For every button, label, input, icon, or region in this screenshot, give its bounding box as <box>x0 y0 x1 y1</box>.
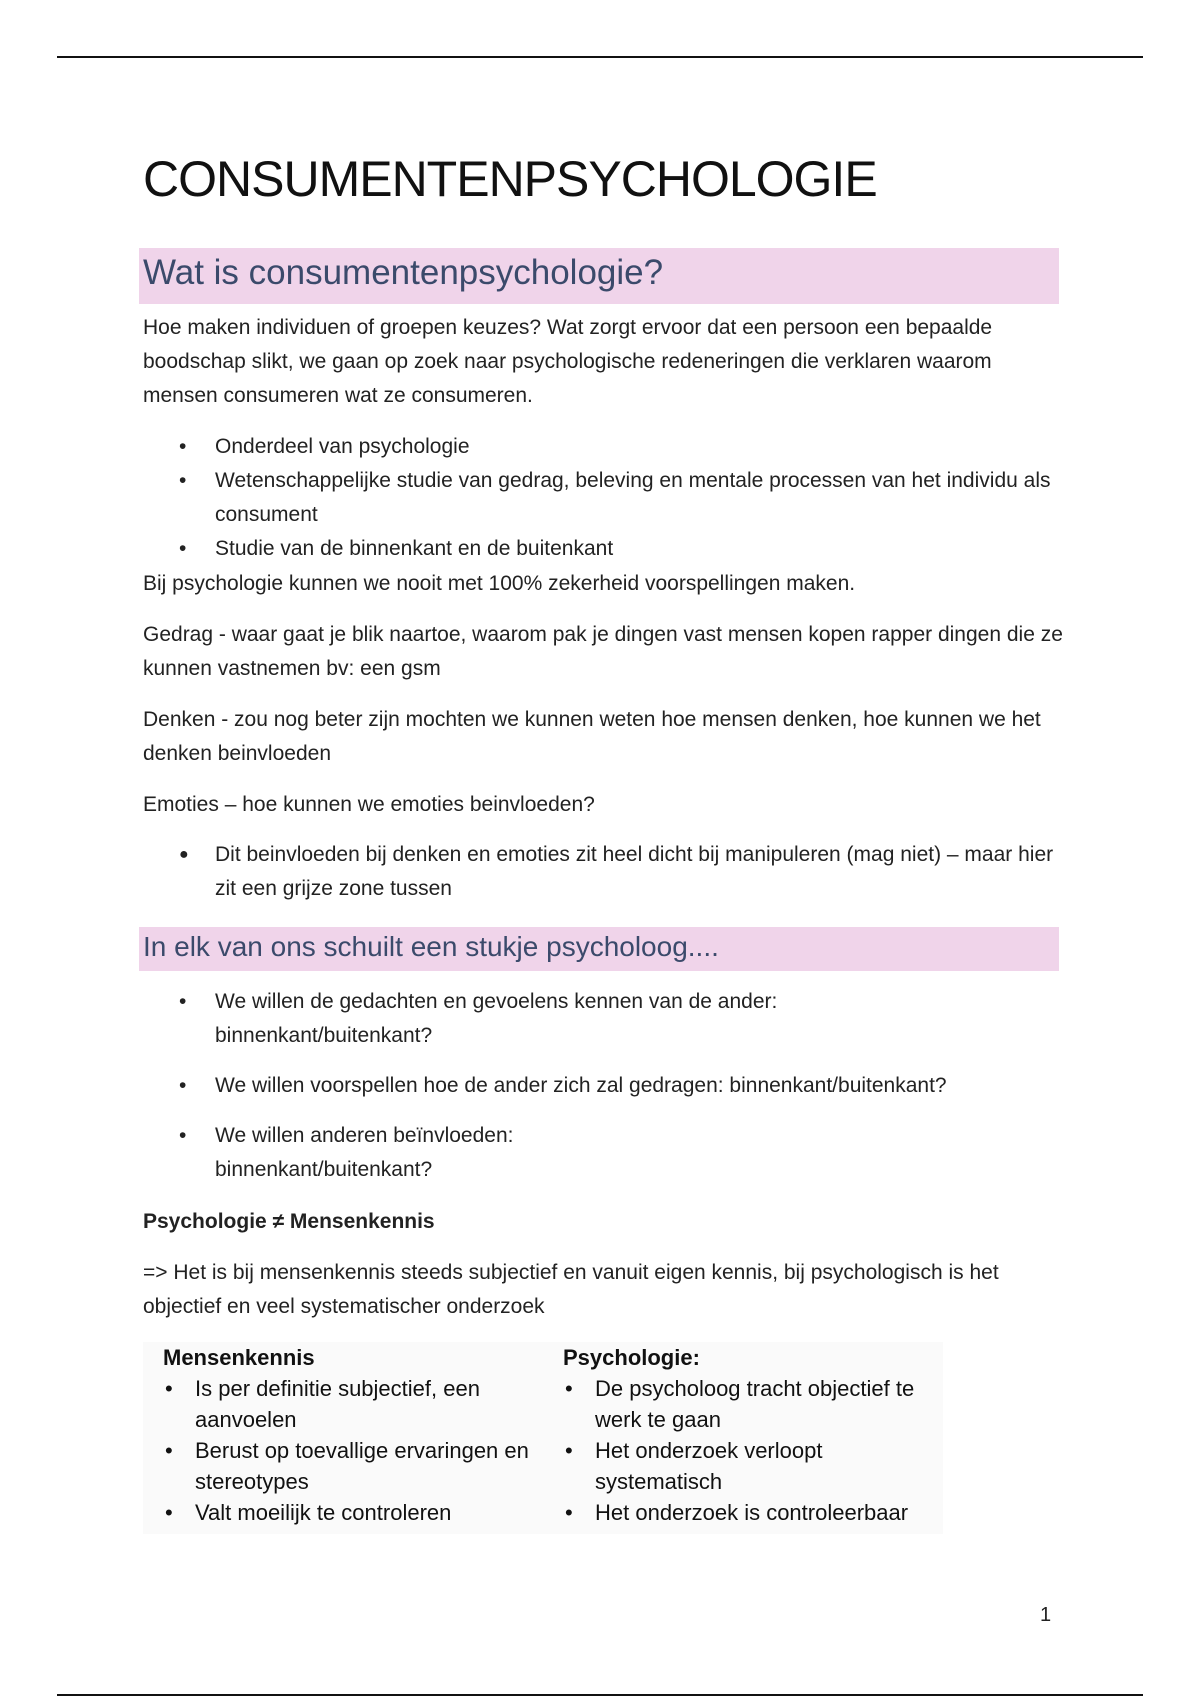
list-item <box>163 1497 543 1528</box>
bullet-glyph: • <box>165 1500 173 1525</box>
footer-rule <box>57 1694 1143 1696</box>
list-item-text: De psycholoog tracht objectief te werk te gaan <box>595 1376 915 1432</box>
column-title: Psychologie: <box>563 1345 700 1370</box>
list-item <box>143 838 1063 906</box>
bullet-glyph: • <box>179 990 187 1013</box>
denken-paragraph: Denken - zou nog beter zijn mochten we kunnen weten hoe mensen denken, hoe kunnen we het denken beinvloeden <box>143 708 1041 765</box>
list-item-text: Berust op toevallige ervaringen en stereotypes <box>195 1438 529 1494</box>
list-item-line: We willen voorspellen hoe de ander zich zal gedragen: binnenkant/buitenkant? <box>215 1074 947 1097</box>
psycholoog-list <box>143 985 1063 1203</box>
list-item <box>143 985 1063 1053</box>
list-item <box>143 1119 1063 1187</box>
comparison-column-psychologie <box>543 1342 943 1534</box>
bullet-glyph: • <box>565 1438 573 1463</box>
list-item-line: We willen de gedachten en gevoelens kennen van de ander: <box>215 990 778 1013</box>
list-item <box>163 1373 543 1435</box>
list-item <box>143 430 1063 464</box>
bullet-glyph: • <box>165 1438 173 1463</box>
comparison-column-mensenkennis <box>143 1342 543 1534</box>
list-item-text: Valt moeilijk te controleren <box>195 1500 452 1525</box>
list-item <box>143 464 1063 532</box>
gedrag-paragraph: Gedrag - waar gaat je blik naartoe, waarom pak je dingen vast mensen kopen rapper dingen die ze kunnen vastnemen bv: een gsm <box>143 623 1063 680</box>
list-item <box>563 1497 943 1528</box>
bullet-glyph: • <box>165 1376 173 1401</box>
bullet-glyph: ● <box>179 846 189 863</box>
prediction-note: Bij psychologie kunnen we nooit met 100% zekerheid voorspellingen maken. <box>143 572 856 595</box>
list-item-line: binnenkant/buitenkant? <box>215 1158 433 1181</box>
column-list <box>163 1373 543 1528</box>
definition-list <box>143 430 1063 566</box>
emoties-list <box>143 838 1063 906</box>
bullet-glyph: • <box>565 1500 573 1525</box>
bullet-glyph: • <box>179 435 187 458</box>
document-title: CONSUMENTENPSYCHOLOGIE <box>143 151 877 207</box>
emoties-paragraph: Emoties – hoe kunnen we emoties beinvloeden? <box>143 793 595 816</box>
bullet-glyph: • <box>179 469 187 492</box>
header-rule <box>57 56 1143 58</box>
bullet-glyph: • <box>565 1376 573 1401</box>
list-item-line: We willen anderen beïnvloeden: <box>215 1124 514 1147</box>
bullet-glyph: • <box>179 537 187 560</box>
comparison-table <box>143 1342 943 1534</box>
psychologie-vs-mensenkennis: Psychologie ≠ Mensenkennis <box>143 1210 435 1233</box>
section-heading-wat-is: Wat is consumentenpsychologie? <box>139 248 1059 304</box>
list-item-line: binnenkant/buitenkant? <box>215 1024 433 1047</box>
explanation-paragraph: => Het is bij mensenkennis steeds subjectief en vanuit eigen kennis, bij psychologisch is het objectief en veel systematischer onderzoek <box>143 1261 999 1318</box>
list-item-text: Het onderzoek verloopt systematisch <box>595 1438 823 1494</box>
list-item <box>163 1435 543 1497</box>
list-item-text: Studie van de binnenkant en de buitenkant <box>215 537 614 560</box>
list-item <box>143 532 1063 566</box>
column-list <box>563 1373 943 1528</box>
bullet-glyph: • <box>179 1074 187 1097</box>
list-item-text: Is per definitie subjectief, een aanvoelen <box>195 1376 480 1432</box>
list-item-text: Dit beinvloeden bij denken en emoties zit heel dicht bij manipuleren (mag niet) – maar hier zit een grijze zone tussen <box>215 843 1054 900</box>
section-heading-psycholoog: In elk van ons schuilt een stukje psycholoog.... <box>139 927 1059 971</box>
list-item-text: Het onderzoek is controleerbaar <box>595 1500 909 1525</box>
column-title: Mensenkennis <box>163 1345 315 1370</box>
intro-paragraph: Hoe maken individuen of groepen keuzes? Wat zorgt ervoor dat een persoon een bepaalde boodschap slikt, we gaan op zoek naar psychologische redeneringen die verklaren waarom mensen consumeren wat ze consumeren. <box>143 316 993 407</box>
list-item-text: Wetenschappelijke studie van gedrag, beleving en mentale processen van het individu als consument <box>215 469 1051 526</box>
list-item <box>143 1069 1063 1103</box>
list-item <box>563 1435 943 1497</box>
list-item <box>563 1373 943 1435</box>
bullet-glyph: • <box>179 1124 187 1147</box>
page-number: 1 <box>1040 1604 1052 1626</box>
list-item-text: Onderdeel van psychologie <box>215 435 470 458</box>
